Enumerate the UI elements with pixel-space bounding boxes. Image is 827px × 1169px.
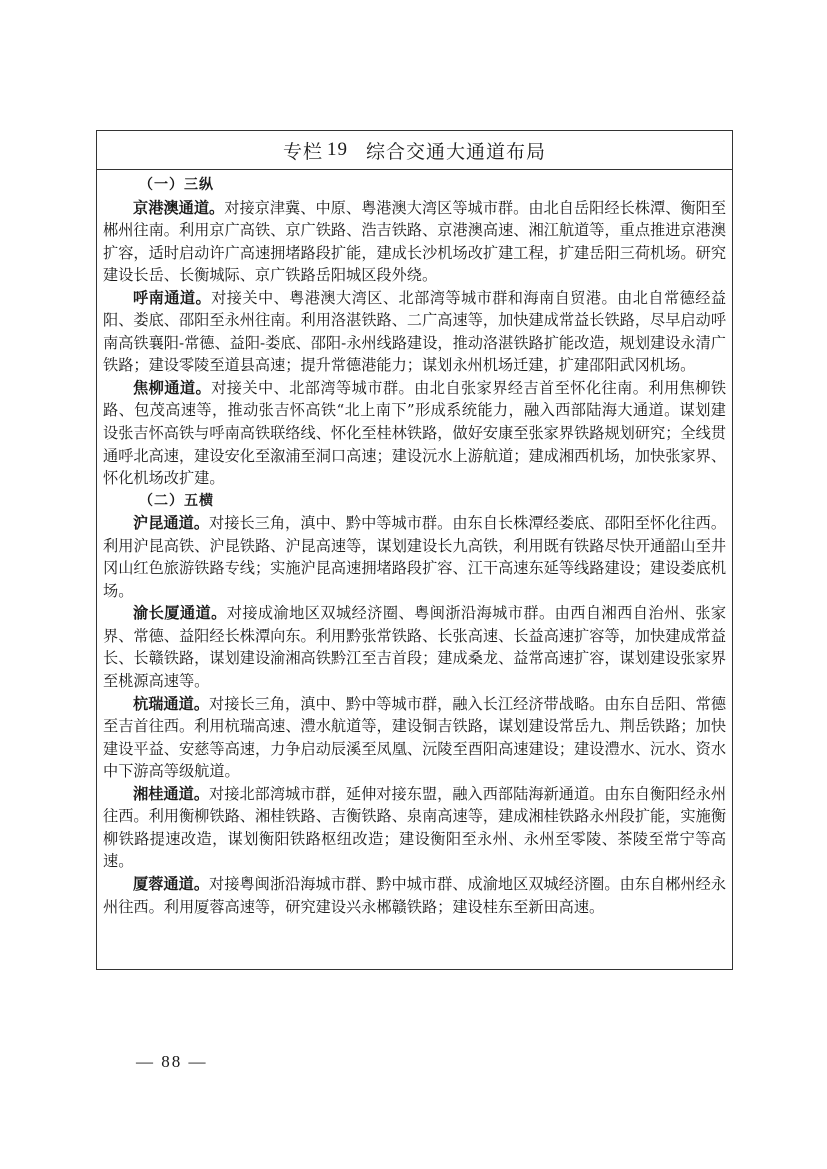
box-label: 专栏: [282, 140, 323, 163]
corridor-paragraph: [103, 197, 726, 287]
corridor-text: 对接京津冀、中原、粤港澳大湾区等城市群。由北自岳阳经长株潭、衡阳至郴州往南。利用京广高铁、京广铁路、浩吉铁路、京港澳高速、湘江航道等，重点推进京港澳扩容，适时启动许广高速拥堵路段扩能，建成长沙机场改扩建工程，扩建岳阳三荷机场。研究建设长岳、长衡城际、京广铁路岳阳城区段外绕。: [103, 198, 727, 285]
corridor-text: 对接北部湾城市群，延伸对接东盟，融入西部陆海新通道。由东自衡阳经永州往西。利用衡柳铁路、湘桂铁路、吉衡铁路、泉南高速等，建成湘桂铁路永州段扩能，实施衡柳铁路提速改造，谋划衡阳铁路枢纽改造；建设衡阳至永州、永州至零陵、茶陵至常宁等高速。: [103, 784, 727, 871]
corridor-paragraph: [103, 693, 726, 783]
box-title: [97, 131, 732, 170]
corridor-text: 对接粤闽浙沿海城市群、黔中城市群、成渝地区双城经济圈。由东自郴州经永州往西。利用厦蓉高速等，研究建设兴永郴赣铁路；建设桂东至新田高速。: [103, 874, 727, 916]
corridor-text: 对接长三角，滇中、黔中等城市群。由东自长株潭经娄底、邵阳至怀化往西。利用沪昆高铁、沪昆铁路、沪昆高速等，谋划建设长九高铁，利用既有铁路尽快开通韶山至井冈山红色旅游铁路专线；实施沪昆高速拥堵路段扩容、江干高速东延等线路建设；建设娄底机场。: [103, 514, 727, 600]
corridor-name: 渝长厦通道。: [133, 604, 227, 623]
corridor-name: 杭瑞通道。: [133, 694, 210, 713]
corridor-text: 对接关中、粤港澳大湾区、北部湾等城市群和海南自贸港。由北自常德经益阳、娄底、邵阳至永州往南。利用洛湛铁路、二广高速等，加快建成常益长铁路，尽早启动呼南高铁襄阳-常德、益阳-娄底、邵阳-永州线路建设，推动洛湛铁路扩能改造，规划建设永清广铁路；建设零陵至道县高速；提升常德港能力；谋划永州机场迁建，扩建邵阳武冈机场。: [103, 288, 727, 375]
section-heading-horizontal: （二）五横: [139, 492, 214, 509]
corridor-paragraph: [103, 602, 726, 692]
feature-box: [96, 130, 733, 970]
corridor-text: 对接关中、北部湾等城市群。由北自张家界经吉首至怀化往南。利用焦柳铁路、包茂高速等，推动张吉怀高铁“北上南下”形成系统能力，融入西部陆海大通道。谋划建设张吉怀高铁与呼南高铁联络线、怀化至桂林铁路，做好安康至张家界铁路规划研究；全线贯通呼北高速，建设安化至溆浦至洞口高速；建设沅水上游航道；建成湘西机场，加快张家界、怀化机场改扩建。: [103, 378, 727, 488]
corridor-paragraph: [103, 287, 726, 377]
section-heading-vertical: （一）三纵: [139, 177, 214, 193]
corridor-paragraph: [103, 377, 726, 490]
corridor-name: 湘桂通道。: [133, 784, 210, 803]
box-title-text: 综合交通大通道布局: [366, 140, 547, 163]
corridor-paragraph: [103, 512, 726, 602]
page-number: — 88 —: [136, 1052, 208, 1071]
corridor-paragraph: [103, 783, 726, 873]
corridor-paragraph: [103, 873, 726, 918]
corridor-text: 对接成渝地区双城经济圈、粤闽浙沿海城市群。由西自湘西自治州、张家界、常德、益阳经长株潭向东。利用黔张常铁路、长张高速、长益高速扩容等，加快建成常益长、长赣铁路，谋划建设渝湘高铁黔江至吉首段；建成桑龙、益常高速扩容，谋划建设张家界至桃源高速等。: [103, 604, 727, 691]
corridor-text: 对接长三角，滇中、黔中等城市群，融入长江经济带战略。由东自岳阳、常德至吉首往西。利用杭瑞高速、澧水航道等，建设铜吉铁路，谋划建设常岳九、荆岳铁路；加快建设平益、安慈等高速，力争启动辰溪至凤凰、沅陵至酉阳高速建设；建设澧水、沅水、资水中下游高等级航道。: [103, 694, 727, 781]
corridor-name: 呼南通道。: [133, 288, 212, 307]
box-number: 19: [327, 139, 348, 160]
corridor-name: 焦柳通道。: [133, 378, 212, 397]
corridor-name: 沪昆通道。: [133, 514, 210, 533]
corridor-name: 京港澳通道。: [133, 198, 225, 217]
corridor-name: 厦蓉通道。: [133, 874, 210, 893]
box-content: [97, 170, 732, 918]
